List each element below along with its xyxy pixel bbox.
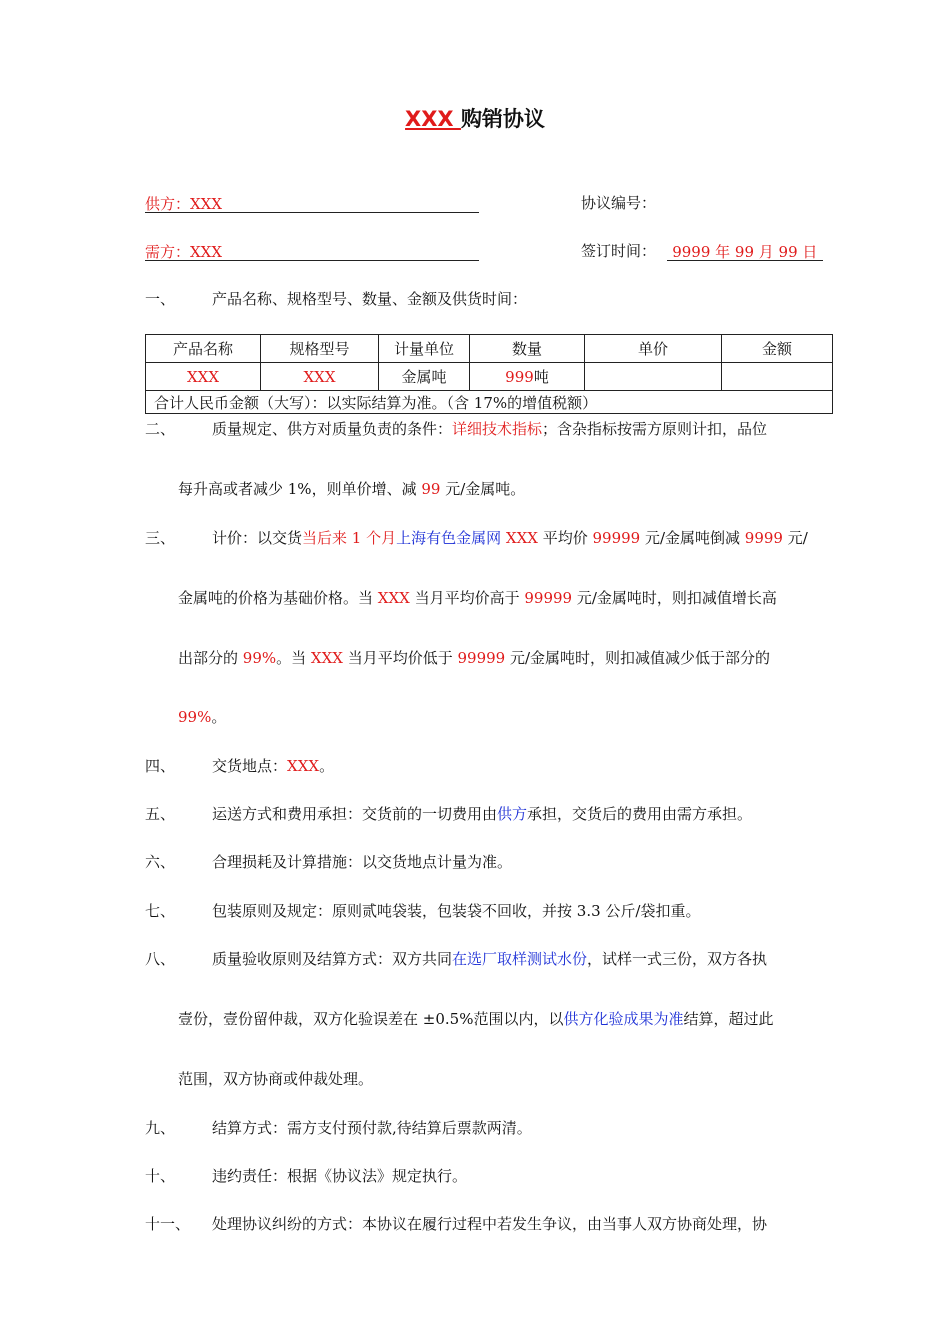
section-9-text: 结算方式：需方支付预付款,待结算后票款两清。 (212, 1119, 532, 1137)
section-2-line-2 (178, 479, 525, 499)
cell-qty-value: 999 (505, 368, 534, 386)
title-main: 购销协议 (460, 107, 545, 131)
s3-l1c: 上海有色金属网 (396, 529, 502, 547)
s8-l2b: 供方化验成果为准 (563, 1010, 684, 1028)
s5-a: 运送方式和费用承担：交货前的一切费用由 (212, 805, 498, 823)
s3-l3c: 。当 (276, 649, 311, 667)
s3-l1i: 元/ (782, 529, 808, 547)
s3-l3a: 出部分的 (178, 649, 243, 667)
title-prefix: XXX (405, 107, 461, 131)
cell-price (585, 363, 722, 391)
section-7-text: 包装原则及规定：原则贰吨袋装，包装袋不回收，并按 3.3 公斤/袋扣重。 (212, 902, 701, 920)
col-header-price: 单价 (585, 335, 722, 363)
cell-qty-unit: 吨 (533, 368, 549, 386)
section-3-line-4 (178, 707, 226, 727)
s3-l1f: 99999 (592, 529, 641, 547)
cell-qty (470, 363, 585, 391)
section-3-line-1 (212, 528, 808, 548)
s5-b: 供方 (497, 805, 528, 823)
s3-l1h: 9999 (744, 529, 783, 547)
s3-l3g: 元/金属吨时，则扣减值减少低于部分的 (505, 649, 771, 667)
sign-date-label: 签订时间： (581, 242, 657, 260)
section-10-text: 违约责任：根据《协议法》规定执行。 (212, 1167, 468, 1185)
sign-date-value: 9999 年 99 月 99 日 (667, 242, 823, 261)
col-header-name: 产品名称 (146, 335, 261, 363)
table-header-row (146, 335, 833, 363)
s3-l4a: 99% (178, 708, 212, 726)
section-6-text: 合理损耗及计算措施：以交货地点计量为准。 (212, 853, 513, 871)
s3-l1a: 计价：以交货 (212, 529, 303, 547)
cell-spec: XXX (261, 363, 379, 391)
s2-value: 99 (421, 480, 441, 498)
buyer-label: 需方：XXX (145, 242, 479, 261)
section-3-line-2 (178, 588, 777, 608)
section-7-number: 七、 (145, 902, 176, 920)
s3-l2a: 金属吨的价格为基础价格。当 (178, 589, 378, 607)
supplier-label: 供方：XXX (145, 194, 479, 213)
table-row (146, 363, 833, 391)
s5-c: 承担，交货后的费用由需方承担。 (527, 805, 753, 823)
s3-l1b: 当后来 1 个月 (302, 529, 397, 547)
s3-l2e: 元/金属吨时，则扣减值增长高 (572, 589, 777, 607)
section-11-text: 处理协议纠纷的方式：本协议在履行过程中若发生争议，由当事人双方协商处理，协 (212, 1215, 768, 1233)
s3-l1g: 元/金属吨倒减 (640, 529, 745, 547)
s3-l2d: 99999 (524, 589, 573, 607)
section-2-number: 二、 (145, 420, 176, 438)
col-header-unit: 计量单位 (379, 335, 470, 363)
s4-a: 交货地点： (212, 757, 288, 775)
section-2-line-1 (212, 419, 767, 439)
table-total-row (146, 391, 833, 414)
cell-total: 合计人民币金额（大写）：以实际结算为准。（含 17%的增值税额） (146, 391, 833, 414)
s2-text-f: 元/金属吨。 (440, 480, 526, 498)
s8-l1c: ，试样一式三份，双方各执 (587, 950, 768, 968)
s3-l1e: 平均价 (542, 529, 593, 547)
s4-c: 。 (319, 757, 335, 775)
section-1-text: 产品名称、规格型号、数量、金额及供货时间： (212, 290, 528, 308)
s8-l1a: 质量验收原则及结算方式：双方共同 (212, 950, 453, 968)
section-3-line-3 (178, 648, 770, 668)
s8-l2c: 结算，超过此 (683, 1010, 774, 1028)
s3-l3e: 当月平均价低于 (342, 649, 458, 667)
section-4-text (212, 756, 334, 776)
product-table (145, 334, 833, 414)
col-header-amount: 金额 (722, 335, 833, 363)
s3-l3f: 99999 (457, 649, 506, 667)
supplier-field (145, 193, 479, 213)
section-1-number: 一、 (145, 290, 176, 308)
s8-l1b: 在选厂取样测试水份 (452, 950, 588, 968)
s3-l3b: 99% (242, 649, 277, 667)
s3-l2c: 当月平均价高于 (409, 589, 525, 607)
section-11-number: 十一、 (145, 1215, 191, 1233)
section-4-number: 四、 (145, 757, 176, 775)
s2-text-d: 每升高或者减少 1%，则单价增、减 (178, 480, 422, 498)
s3-l1d: XXX (501, 529, 543, 547)
s3-l3d: XXX (310, 649, 343, 667)
col-header-spec: 规格型号 (261, 335, 379, 363)
s3-l4b: 。 (211, 708, 227, 726)
cell-unit: 金属吨 (379, 363, 470, 391)
s8-l2a: 壹份，壹份留仲裁，双方化验误差在 ±0.5%范围以内，以 (178, 1010, 564, 1028)
s2-text-a: 质量规定、供方对质量负责的条件： (212, 420, 453, 438)
s2-tech-spec: 详细技术指标 (452, 420, 543, 438)
s4-b: XXX (287, 757, 320, 775)
section-8-line-2 (178, 1009, 773, 1029)
document-title (0, 104, 950, 134)
buyer-field (145, 241, 479, 261)
section-8-line-3: 范围，双方协商或仲裁处理。 (178, 1070, 374, 1088)
section-8-line-1 (212, 949, 767, 969)
agreement-no-label: 协议编号： (581, 194, 657, 212)
sign-date-field (581, 241, 823, 261)
section-6-number: 六、 (145, 853, 176, 871)
cell-amount (722, 363, 833, 391)
section-8-number: 八、 (145, 950, 176, 968)
section-5-number: 五、 (145, 805, 176, 823)
section-5-text (212, 804, 752, 824)
section-9-number: 九、 (145, 1119, 176, 1137)
col-header-qty: 数量 (470, 335, 585, 363)
section-3-number: 三、 (145, 529, 176, 547)
s2-text-c: ；含杂指标按需方原则计扣，品位 (542, 420, 768, 438)
s3-l2b: XXX (377, 589, 410, 607)
section-10-number: 十、 (145, 1167, 176, 1185)
cell-name: XXX (146, 363, 261, 391)
